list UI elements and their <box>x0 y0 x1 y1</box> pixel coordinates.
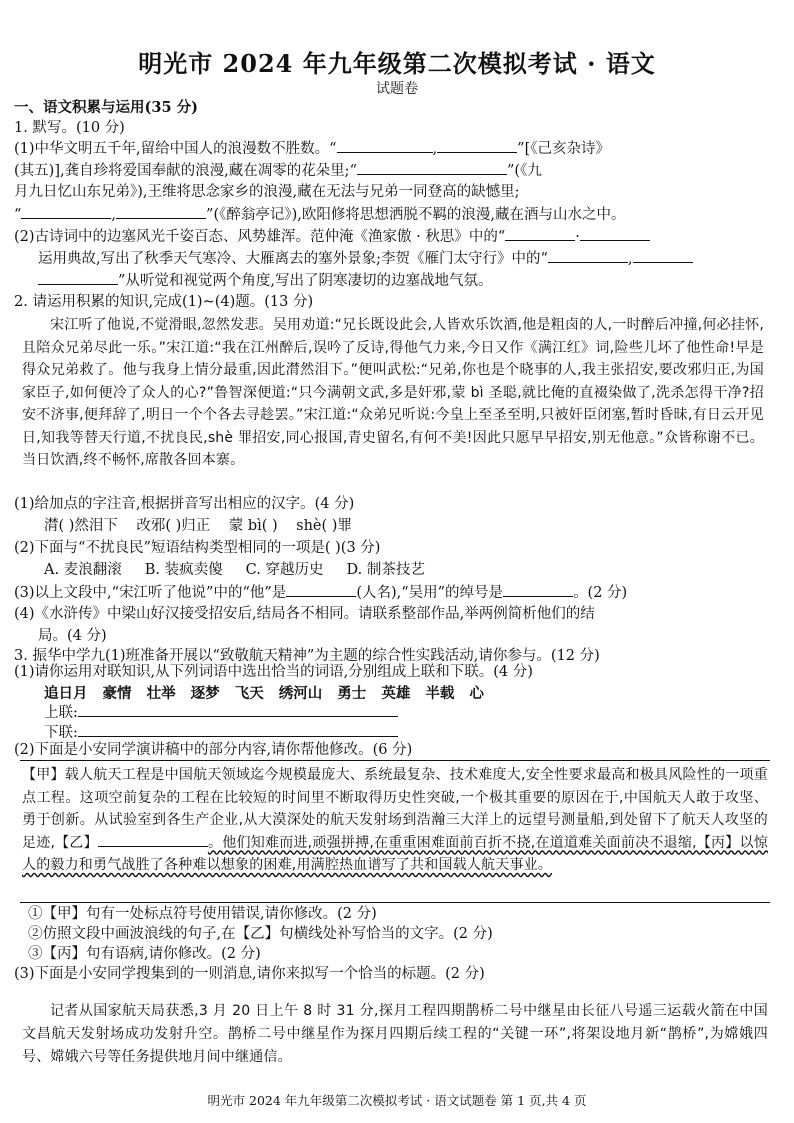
q2-sub2-options: A. 麦浪翻滚 B. 装疯卖傻 C. 穿越历史 D. 制茶技艺 <box>44 562 425 578</box>
section-heading: 一、语文积累与运用(35 分) <box>14 99 198 116</box>
couplet-word-bank: 追日月 豪情 壮举 逐梦 飞天 绣河山 勇士 英雄 半载 心 <box>44 686 484 702</box>
q1-line7: ”从听觉和视觉两个角度,写出了阴寒凄切的边塞战地气氛。 <box>38 270 780 291</box>
q2-sub1-items: 潸( )然泪下 改邪( )归正 蒙 bì( ) shè( )罪 <box>44 518 352 534</box>
q1-label: 1. 默写。(10 分) <box>14 120 125 136</box>
q1-line5: (2)古诗词中的边塞风光千姿百态、风势雄浑。范仲淹《渔家傲 · 秋思》中的“ · <box>14 226 780 247</box>
page-footer: 明光市 2024 年九年级第二次模拟考试 · 语文试题卷 第 1 页,共 4 页 <box>207 1093 587 1108</box>
answer-blank[interactable] <box>503 582 573 597</box>
upper-couplet-input[interactable] <box>78 702 398 717</box>
q3-sub2: (2)下面是小安同学演讲稿中的部分内容,请你帮他修改。(6 分) <box>14 742 413 758</box>
q3-label: 3. 振华中学九(1)班准备开展以“致敬航天精神”为主题的综合性实践活动,请你参与。(12 分) <box>14 648 600 664</box>
answer-blank[interactable] <box>116 204 206 219</box>
q3-sub1: (1)请你运用对联知识,从下列词语中选出恰当的词语,分别组成上联和下联。(4 分) <box>14 664 533 680</box>
lower-couplet-input[interactable] <box>78 722 398 737</box>
q2-label: 2. 请运用积累的知识,完成(1)~(4)题。(13 分) <box>14 294 314 310</box>
answer-blank[interactable] <box>21 204 111 219</box>
exam-title: 明光市 2024 年九年级第二次模拟考试 · 语文 <box>138 49 656 78</box>
answer-blank[interactable] <box>437 138 517 153</box>
answer-blank[interactable] <box>580 226 650 241</box>
news-text: 记者从国家航天局获悉,3 月 20 日上午 8 时 31 分,探月工程四期鹊桥二号中继星由长征八号遥三运载火箭在中国文昌航天发射场成功发射升空。鹊桥二号中继星作为探月四期后续工程的“关键一环”,将架设地月新“鹊桥”,为嫦娥四号、嫦娥六号等任务提供地月间中继通信。 <box>22 1003 768 1065</box>
q1-line3: 月九日忆山东兄弟》),王维将思念家乡的浪漫,藏在无法与兄弟一同登高的缺憾里; <box>14 184 520 200</box>
answer-blank[interactable] <box>337 138 433 153</box>
q1-line4: “ , ”(《醉翁亭记》),欧阳修将思想洒脱不羁的浪漫,藏在酒与山水之中。 <box>14 204 780 225</box>
q1-line2: (其五)],龚自珍将爱国奉献的浪漫,藏在凋零的花朵里;“ ”(《九 <box>14 160 780 181</box>
q3-task-2: ②仿照文段中画波浪线的句子,在【乙】句横线处补写恰当的文字。(2 分) <box>28 926 493 942</box>
q3-task-3: ③【丙】句有语病,请你修改。(2 分) <box>28 946 261 962</box>
q2-sub1: (1)给加点的字注音,根据拼音写出相应的汉字。(4 分) <box>14 496 355 512</box>
answer-blank[interactable] <box>357 160 507 175</box>
q2-sub2: (2)下面与“不扰良民”短语结构类型相同的一项是( )(3 分) <box>14 540 381 556</box>
answer-blank[interactable] <box>548 248 628 263</box>
upper-couplet: 上联: <box>44 702 780 723</box>
exam-subtitle: 试题卷 <box>376 81 418 97</box>
answer-blank[interactable] <box>505 226 575 241</box>
q2-sub4: (4)《水浒传》中梁山好汉接受招安后,结局各不相同。请联系整部作品,举两例简析他们的结 <box>14 606 595 622</box>
lower-couplet: 下联: <box>44 722 780 743</box>
q3-sub3: (3)下面是小安同学搜集到的一则消息,请你来拟写一个恰当的标题。(2 分) <box>14 966 485 982</box>
speech-excerpt <box>22 764 768 877</box>
yi-blank[interactable] <box>98 832 208 847</box>
q1-line1: (1)中华文明五千年,留给中国人的浪漫数不胜数。“ , ”[《己亥杂诗》 <box>14 138 780 159</box>
q3-task-1: ①【甲】句有一处标点符号使用错误,请你修改。(2 分) <box>28 906 377 922</box>
answer-blank[interactable] <box>633 248 693 263</box>
news-excerpt <box>22 1000 768 1069</box>
q1-line6: 运用典故,写出了秋季天气寒冷、大雁离去的塞外景象;李贺《雁门太守行》中的“ , <box>38 248 780 269</box>
passage-text: 宋江听了他说,不觉滑眼,忽然发悲。吴用劝道:“兄长既设此会,人皆欢乐饮酒,他是粗卤的人,一时醉后冲撞,何必挂怀,且陪众兄弟尽此一乐。”宋江道:“我在江州醉后,误吟了反诗,得他气力来,今日又作《满江红》词,险些儿坏了他性命!早是得众兄弟救了。他与我身上情分最重,因此潸然泪下。”便叫武松:“兄弟,你也是个晓事的人,我主张招安,要改邪归正,为国家臣子,如何便冷了众人的心?”鲁智深便道:“只今满朝文武,多是奸邪,蒙 bì 圣聪,就比俺的直裰染做了,洗杀怎得干净?招安不济事,便拜辞了,明日一个个各去寻趁罢。”宋江道:“众弟兄听说:今皇上至圣至明,只被奸臣闭塞,暂时昏昧,有日云开见日,知我等替天行道,不扰良民,shè 罪招安,同心报国,青史留名,有何不美!因此只愿早早招安,别无他意。”众皆称谢不已。当日饮酒,终不畅怀,席散各回本寨。 <box>22 317 764 468</box>
q2-passage <box>22 314 764 472</box>
answer-blank[interactable] <box>286 582 356 597</box>
q2-sub4b: 局。(4 分) <box>38 628 107 644</box>
speech-text-2: 。他们知难而进,顽强拼搏,在重重困难面前百折不挠,在道道难关面前决不退缩,【丙】以惊人的毅力和勇气战胜了各种难以想象的困难,用满腔热血谱写了共和国载人航天事业。 <box>22 834 768 873</box>
q2-sub3: (3)以上文段中,“宋江听了他说”中的“他”是 (人名),“吴用”的绰号是 。(2 分) <box>14 582 780 603</box>
answer-blank[interactable] <box>38 270 118 285</box>
speech-text: 【甲】载人航天工程是中国航天领域迄今规模最庞大、系统最复杂、技术难度大,安全性要求最高和极具风险性的一项重点工程。这项空前复杂的工程在比较短的时间里不断取得历史性突破,一个极其重要的原因在于,中国航天人敢于攻坚、勇于创新。从试验室到各生产企业,从大漠深处的航天发射场到浩瀚三大洋上的远望号测量船,到处留下了航天人攻坚的足迹,【乙】 <box>22 767 768 851</box>
